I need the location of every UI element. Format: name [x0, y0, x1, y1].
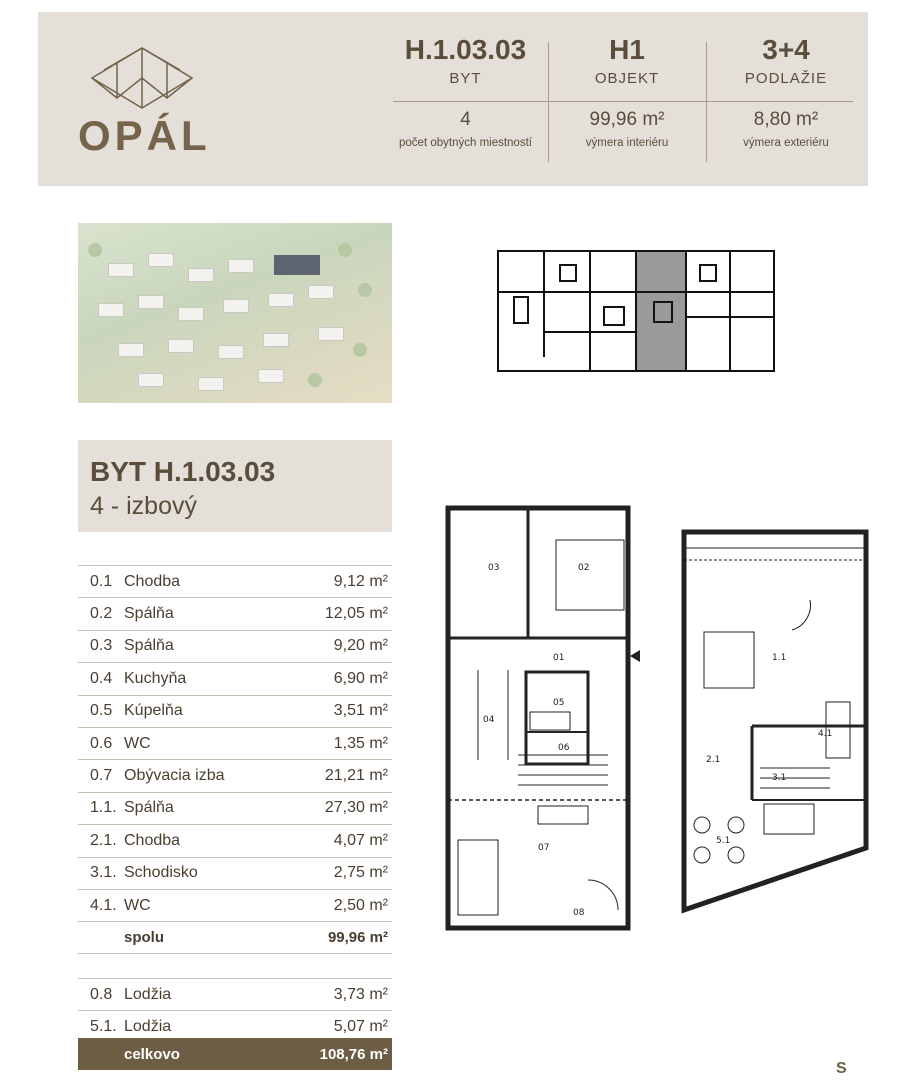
- floor-plan-upper: [680, 500, 876, 970]
- header-panel: [38, 12, 868, 186]
- room-label-1-1: 1.1: [772, 653, 787, 663]
- subtotal-row: spolu 99,96 m²: [78, 921, 392, 953]
- room-label-07: 07: [538, 843, 550, 853]
- unit-column: [383, 32, 548, 172]
- room-label-3-1: 3.1: [772, 773, 787, 783]
- table-row: 0.4 Kuchyňa 6,90 m²: [78, 662, 392, 694]
- apartment-type: 4 - izbový: [90, 492, 197, 520]
- grand-total-label: celkovo: [124, 1045, 180, 1063]
- exterior-area-label: výmera exteriéru: [743, 137, 829, 149]
- room-label-4-1: 4.1: [818, 729, 833, 739]
- building-label: OBJEKT: [594, 70, 660, 87]
- brand-logo-text: OPÁL: [78, 112, 211, 159]
- table-row: 0.5 Kúpelňa 3,51 m²: [78, 695, 392, 727]
- exterior-area-table: [78, 978, 392, 1043]
- floor-plan-lower: [418, 500, 658, 970]
- room-label-03: 03: [488, 563, 500, 573]
- rooms-count: 4: [460, 109, 471, 130]
- highlighted-building: [274, 255, 320, 275]
- grand-total-area: 108,76 m²: [319, 1045, 388, 1063]
- grand-total-row: [78, 1038, 392, 1070]
- table-row: 2.1. Chodba 4,07 m²: [78, 824, 392, 856]
- interior-area: 99,96 m²: [589, 109, 665, 130]
- apartment-title-panel: [78, 440, 392, 532]
- floor-label: PODLAŽIE: [744, 70, 828, 87]
- rooms-count-label: počet obytných miestností: [399, 137, 532, 149]
- floor-numbers: 3+4: [762, 34, 810, 65]
- table-row: 1.1. Spálňa 27,30 m²: [78, 792, 392, 824]
- unit-label: BYT: [449, 70, 482, 87]
- building-code: H1: [609, 34, 645, 65]
- floor-column: [706, 32, 866, 172]
- room-area-table: [78, 565, 392, 954]
- table-row: 0.3 Spálňa 9,20 m²: [78, 630, 392, 662]
- table-row: 0.7 Obývacia izba 21,21 m²: [78, 759, 392, 791]
- room-label-01: 01: [553, 653, 565, 663]
- unit-code: H.1.03.03: [404, 34, 527, 65]
- corner-brand-mark: S: [836, 1060, 847, 1077]
- table-row: 5.1. Lodžia 5,07 m²: [78, 1010, 392, 1042]
- room-label-08: 08: [573, 908, 585, 918]
- table-row: 0.6 WC 1,35 m²: [78, 727, 392, 759]
- table-row: 0.1 Chodba 9,12 m²: [78, 565, 392, 597]
- key-plan-drawing: [494, 247, 778, 375]
- room-label-05: 05: [553, 698, 565, 708]
- table-row: 4.1. WC 2,50 m²: [78, 889, 392, 921]
- table-row: 0.8 Lodžia 3,73 m²: [78, 978, 392, 1010]
- room-label-5-1: 5.1: [716, 836, 731, 846]
- room-label-02: 02: [578, 563, 590, 573]
- room-label-04: 04: [483, 715, 495, 725]
- room-label-2-1: 2.1: [706, 755, 721, 765]
- aerial-render-image: [78, 223, 392, 403]
- apartment-name: BYT H.1.03.03: [90, 456, 276, 487]
- interior-area-label: výmera interiéru: [585, 137, 669, 149]
- table-row: 0.2 Spálňa 12,05 m²: [78, 597, 392, 629]
- diamond-logo-icon: [82, 40, 202, 110]
- exterior-area: 8,80 m²: [753, 109, 819, 130]
- room-label-06: 06: [558, 743, 570, 753]
- table-row: 3.1. Schodisko 2,75 m²: [78, 857, 392, 889]
- building-column: [548, 32, 706, 172]
